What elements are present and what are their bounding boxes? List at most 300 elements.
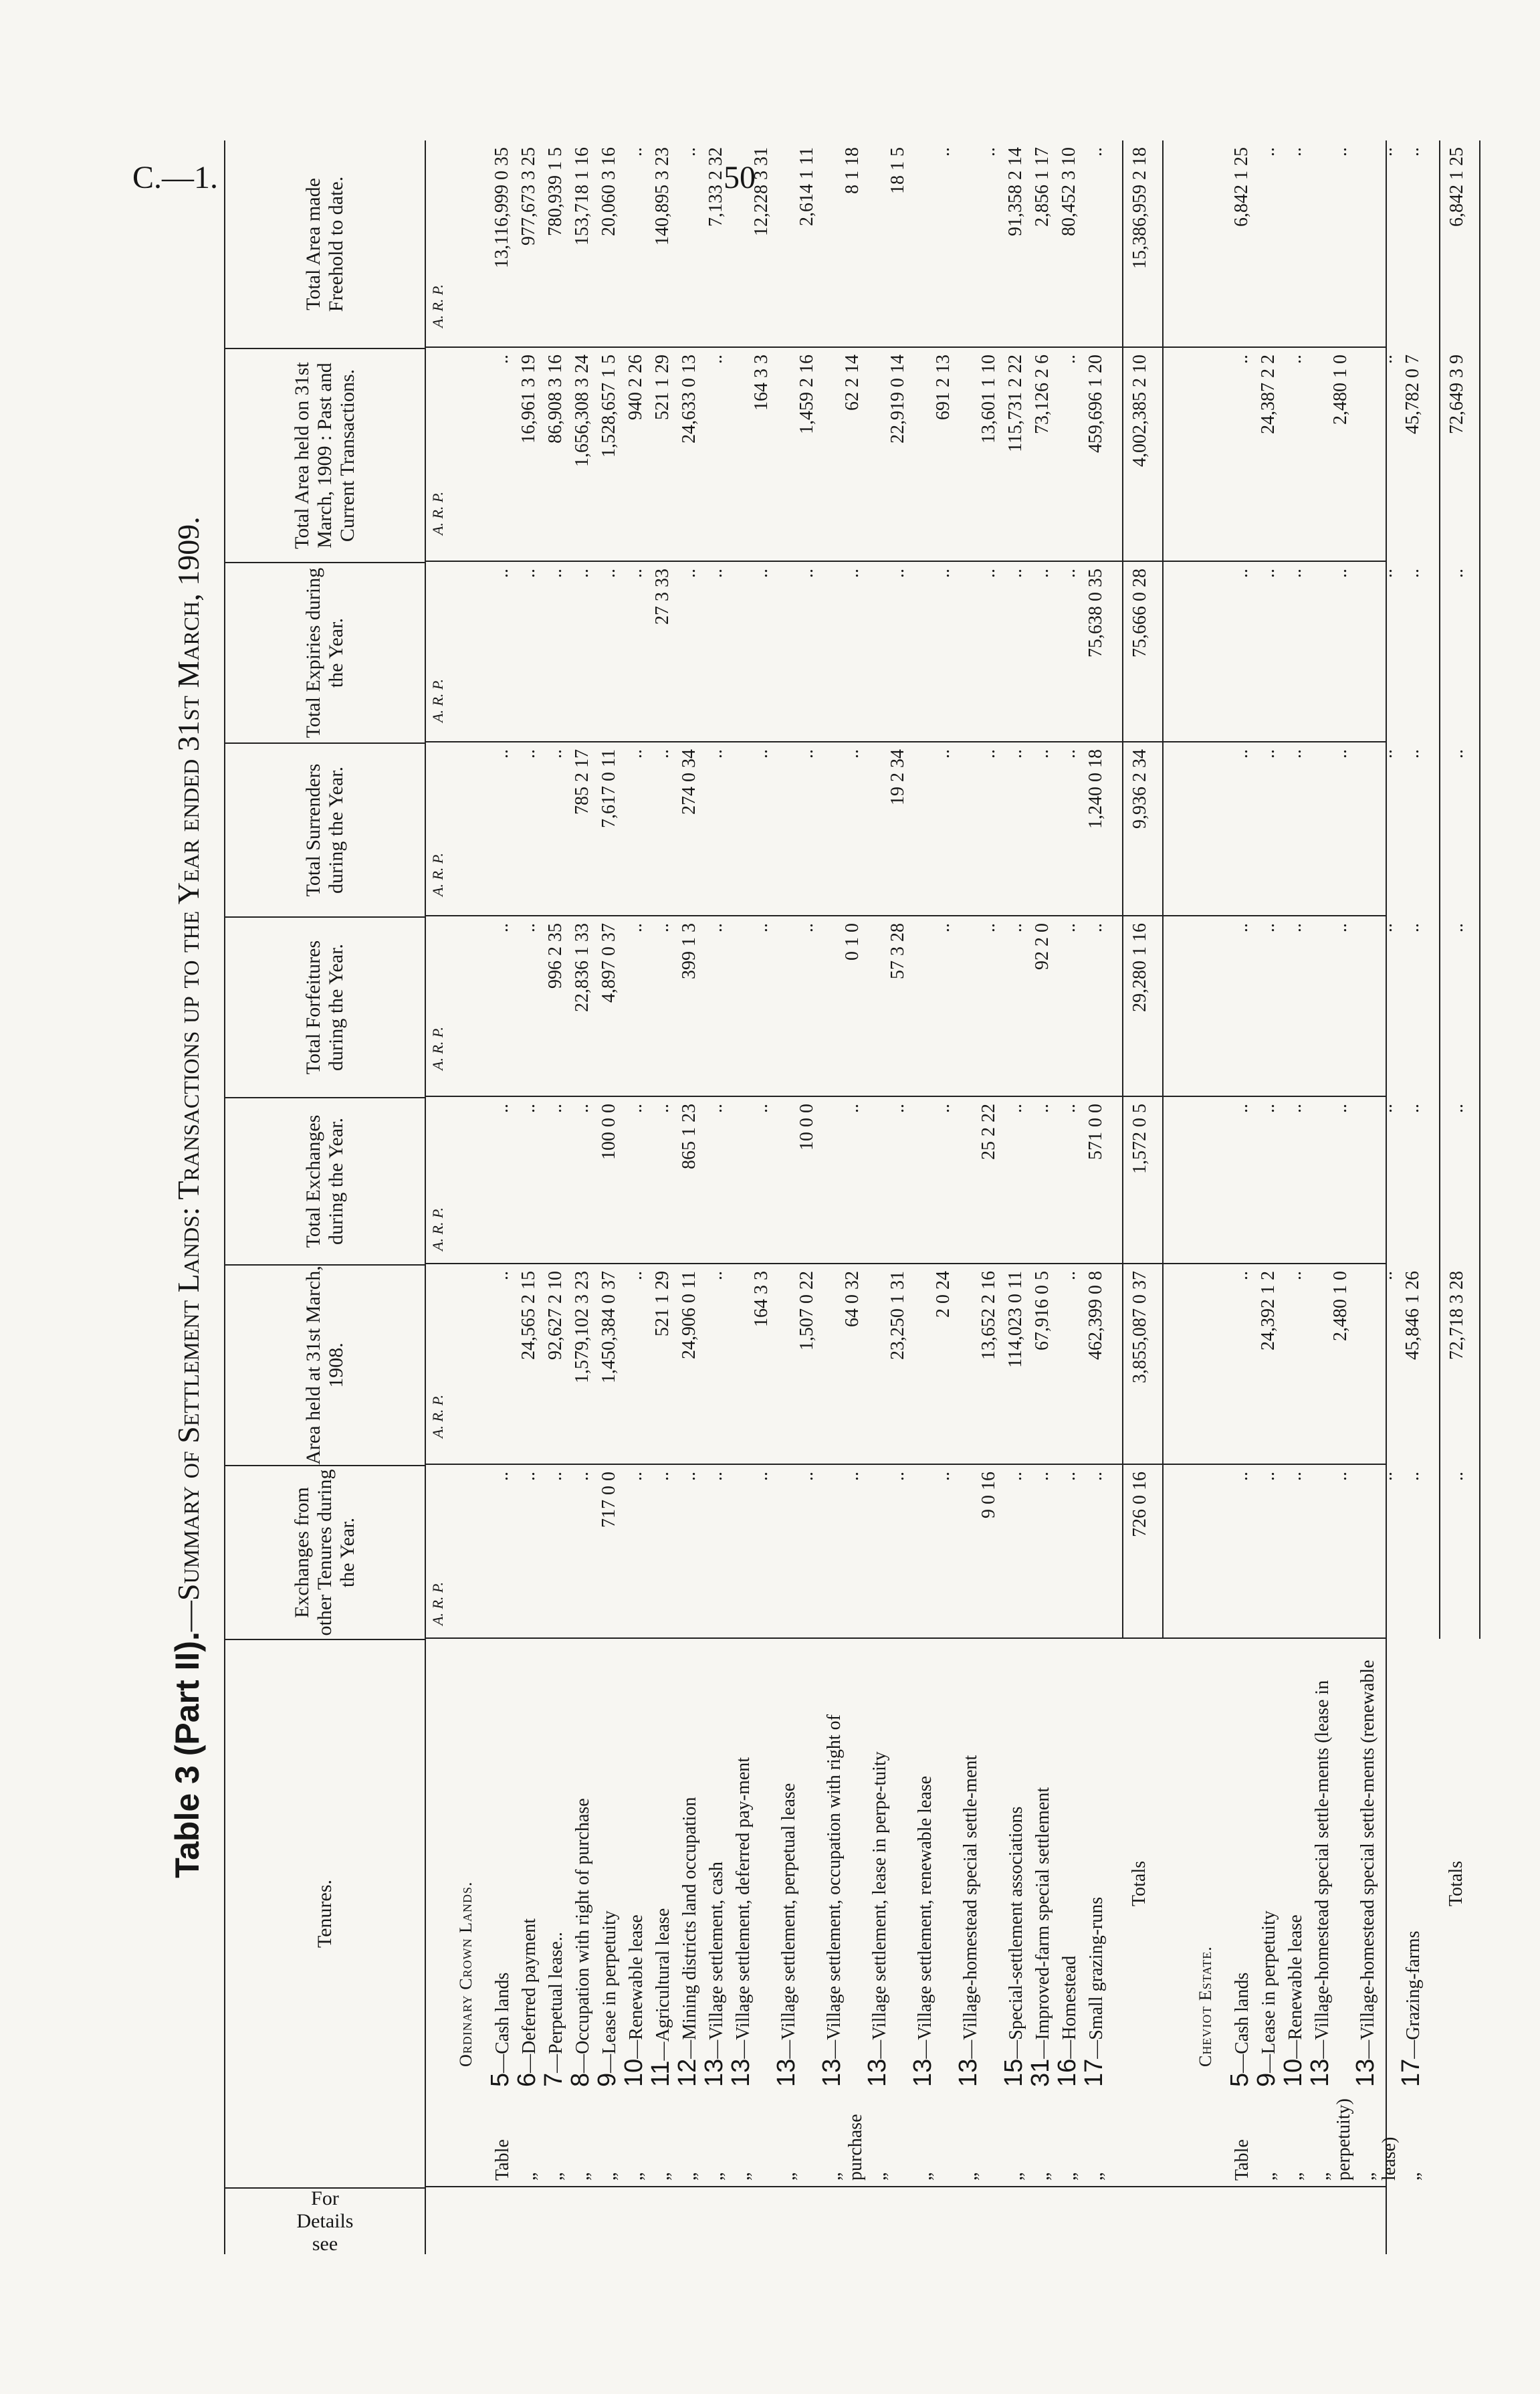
table-cell-c2: 45,846 1 26: [1402, 1271, 1423, 1360]
row-tenure: —Cash lands: [1232, 1972, 1252, 2073]
row-ref: „: [1403, 2172, 1424, 2181]
table-cell-c6: ..: [842, 569, 863, 578]
table-cell-c3: ..: [625, 1104, 646, 1113]
table-cell-c5: ..: [1032, 749, 1053, 759]
table-cell-c5: ..: [978, 749, 999, 759]
row-table-number: 9: [1252, 2072, 1281, 2087]
col-divider: [426, 1464, 1386, 1465]
table-cell-c3: ..: [1231, 1104, 1252, 1113]
row-tenure: —Lease in perpetuity: [1258, 1910, 1279, 2073]
table-cell-c1: ..: [679, 1472, 699, 1481]
table-cell-c7: 22,919 0 14: [887, 355, 908, 443]
table-row-label: [772, 1645, 800, 2181]
table-row-label: [540, 1645, 568, 2181]
row-ref: „: [915, 2172, 936, 2181]
col-divider: [426, 915, 1386, 916]
table-cell-c3: ..: [887, 1104, 908, 1113]
table-cell-c8: 2,856 1 17: [1032, 147, 1053, 227]
table-cell-c5: 785 2 17: [572, 749, 592, 815]
totals-cell-c1: ..: [1446, 1472, 1467, 1481]
col-divider: [426, 1096, 1386, 1097]
section-heading: Ordinary Crown Lands.: [456, 1881, 475, 2067]
totals-label: Totals: [1129, 1860, 1149, 1906]
table-cell-c1: ..: [887, 1472, 908, 1481]
unit-col5: A. R. P.: [429, 853, 446, 896]
row-ref: „: [1059, 2172, 1080, 2181]
table-cell-c4: ..: [1285, 923, 1305, 932]
totals-cell-c1: 726 0 16: [1129, 1472, 1150, 1537]
table-row-label: [1080, 1645, 1108, 2181]
table-cell-c5: ..: [796, 749, 817, 759]
table-cell-c6: ..: [518, 569, 539, 578]
table-cell-c8: 6,842 1 25: [1231, 147, 1252, 227]
table-cell-c3: ..: [1032, 1104, 1053, 1113]
col-divider: [426, 346, 1386, 348]
header-col3: [225, 1097, 426, 1264]
table-cell-c7: 45,782 0 7: [1402, 355, 1423, 434]
table-cell-c5: ..: [518, 749, 539, 759]
table-cell-c5: ..: [491, 749, 512, 759]
table-row-label: [593, 1645, 621, 2181]
row-ref: „: [824, 2172, 845, 2181]
table-cell-c4: ..: [1231, 923, 1252, 932]
col-divider: [426, 561, 1386, 562]
header-col8-text: Total Area made Freehold to date.: [302, 176, 347, 312]
table-cell-c2: 2 0 24: [933, 1271, 954, 1318]
row-table-number: 13: [1351, 2058, 1380, 2087]
table-cell-c1: ..: [1005, 1472, 1026, 1481]
rotated-table-region: [160, 140, 1467, 2255]
table-row-label: [700, 1645, 728, 2181]
table-cell-c4: ..: [1085, 923, 1106, 932]
table-cell-c2: ..: [705, 1271, 726, 1280]
table-cell-c4: ..: [978, 923, 999, 932]
row-ref: Table: [1232, 2139, 1252, 2181]
table-cell-c6: ..: [751, 569, 772, 578]
table-row-label: [1053, 1645, 1081, 2181]
table-cell-c6: ..: [1032, 569, 1053, 578]
table-cell-c4: ..: [796, 923, 817, 932]
table-cell-c1: ..: [1231, 1472, 1252, 1481]
row-ref: „: [1086, 2172, 1107, 2181]
table-row-label: [863, 1645, 891, 2181]
table-cell-c1: ..: [1032, 1472, 1053, 1481]
table-cell-c7: 1,528,657 1 5: [598, 355, 619, 458]
table-cell-c8: 977,673 3 25: [518, 147, 539, 245]
row-ref: „: [1032, 2172, 1053, 2181]
row-table-number: 5: [1226, 2072, 1254, 2087]
row-tenure: —Village-homestead special settle-ments (renewable lease): [1357, 1660, 1400, 2181]
row-tenure: —Grazing-farms: [1403, 1930, 1424, 2059]
table-cell-c3: ..: [491, 1104, 512, 1113]
table-label: Table 3 (Part II).: [169, 1631, 206, 1878]
row-ref: „: [599, 2172, 620, 2181]
table-cell-c5: ..: [1005, 749, 1026, 759]
row-tenure: —Occupation with right of purchase: [572, 1798, 593, 2073]
table-cell-c4: ..: [1402, 923, 1423, 932]
table-cell-c3: 25 2 22: [978, 1104, 999, 1160]
unit-col6: A. R. P.: [429, 679, 446, 722]
row-table-number: 12: [673, 2058, 701, 2087]
unit-col7: A. R. P.: [429, 492, 446, 535]
table-cell-c2: 2,480 1 0: [1330, 1271, 1351, 1341]
table-cell-c7: 940 2 26: [625, 355, 646, 420]
row-ref: „: [1258, 2172, 1279, 2181]
table-row-label: [1252, 1645, 1281, 2181]
row-tenure: —Village settlement, cash: [706, 1862, 727, 2059]
table-row-label: [620, 1645, 648, 2181]
table-title: Summary of Settlement Lands: Transactions up to the Year ended 31st March, 1909.: [171, 516, 205, 1601]
totals-cell-c3: 1,572 0 5: [1129, 1104, 1150, 1174]
table-cell-c6: ..: [491, 569, 512, 578]
table-cell-c2: ..: [1059, 1271, 1079, 1280]
table-cell-c4: 4,897 0 37: [598, 923, 619, 1003]
table-cell-c6: ..: [598, 569, 619, 578]
col-divider: [426, 1263, 1386, 1264]
table-cell-c1: ..: [1059, 1472, 1079, 1481]
table-cell-c6: ..: [1258, 569, 1279, 578]
header-col5: [225, 742, 426, 916]
table-cell-c8: 20,060 3 16: [598, 147, 619, 236]
row-table-number: 13: [1306, 2058, 1334, 2087]
table-cell-c7: 521 1 29: [652, 355, 673, 420]
table-cell-c8: 18 1 5: [887, 147, 908, 194]
table-cell-c4: ..: [705, 923, 726, 932]
table-cell-c2: 1,507 0 22: [796, 1271, 817, 1351]
table-cell-c6: ..: [679, 569, 699, 578]
row-table-number: 5: [486, 2072, 514, 2087]
table-cell-c6: ..: [625, 569, 646, 578]
table-cell-c2: 92,627 2 10: [545, 1271, 566, 1360]
table-cell-c3: ..: [1005, 1104, 1026, 1113]
table-cell-c4: 399 1 3: [679, 923, 699, 979]
row-ref: „: [778, 2172, 799, 2181]
table-row-label: [566, 1645, 594, 2181]
header-col2: [225, 1264, 426, 1465]
row-ref: „: [706, 2172, 727, 2181]
table-cell-c4: 996 2 35: [545, 923, 566, 989]
col-divider: [426, 1637, 1386, 1639]
table-cell-c2: ..: [625, 1271, 646, 1280]
table-row-label: [954, 1645, 982, 2181]
table-cell-c7: 1,459 2 16: [796, 355, 817, 434]
row-ref: „: [572, 2172, 593, 2181]
header-col1-text: Exchanges from other Tenures during the Year.: [291, 1469, 358, 1636]
unit-col3: A. R. P.: [429, 1207, 446, 1251]
totals-cell-c3: ..: [1446, 1104, 1467, 1113]
table-cell-c7: 24,633 0 13: [679, 355, 699, 443]
table-cell-c3: 865 1 23: [679, 1104, 699, 1169]
row-table-number: 13: [863, 2058, 891, 2087]
table-cell-c4: ..: [491, 923, 512, 932]
header-details: [225, 2187, 426, 2254]
row-table-number: 31: [1026, 2058, 1055, 2087]
totals-cell-c7: 72,649 3 9: [1446, 355, 1467, 434]
table-cell-c1: 717 0 0: [598, 1472, 619, 1528]
table-cell-c3: 571 0 0: [1085, 1104, 1106, 1160]
table-cell-c3: ..: [933, 1104, 954, 1113]
table-cell-c1: ..: [933, 1472, 954, 1481]
row-table-number: 17: [1397, 2058, 1425, 2087]
table-cell-c1: ..: [1376, 1472, 1396, 1481]
table-cell-c5: ..: [705, 749, 726, 759]
table-cell-c2: 24,392 1 2: [1258, 1271, 1279, 1351]
table-row-label: [1026, 1645, 1055, 2181]
table-cell-c8: ..: [933, 147, 954, 157]
row-tenure: —Homestead: [1059, 1955, 1080, 2059]
table-cell-c6: ..: [978, 569, 999, 578]
table-cell-c3: ..: [705, 1104, 726, 1113]
row-ref: „: [679, 2172, 700, 2181]
row-table-number: 7: [540, 2072, 568, 2087]
table-cell-c8: 91,358 2 14: [1005, 147, 1026, 236]
table-cell-c5: ..: [1330, 749, 1351, 759]
row-tenure: —Special-settlement associations: [1006, 1806, 1026, 2059]
header-col7-text: Total Area held on 31st March, 1909 : Past and Current Transactions.: [291, 362, 358, 549]
table-cell-c7: 1,656,308 3 24: [572, 355, 592, 467]
table-cell-c8: ..: [1376, 147, 1396, 157]
table-cell-c4: ..: [933, 923, 954, 932]
table-cell-c8: 140,895 3 23: [652, 147, 673, 245]
table-row-label: [647, 1645, 675, 2181]
row-tenure: —Cash lands: [492, 1972, 513, 2073]
table-cell-c4: ..: [1059, 923, 1079, 932]
table-cell-c8: ..: [978, 147, 999, 157]
table-cell-c1: 9 0 16: [978, 1472, 999, 1518]
table-cell-c1: ..: [1330, 1472, 1351, 1481]
table-cell-c8: ..: [1402, 147, 1423, 157]
table-cell-c2: 64 0 32: [842, 1271, 863, 1327]
row-tenure: —Agricultural lease: [653, 1908, 673, 2061]
table-cell-c8: ..: [679, 147, 699, 157]
table-cell-c3: ..: [1376, 1104, 1396, 1113]
table-cell-c2: 24,565 2 15: [518, 1271, 539, 1360]
row-tenure: —Renewable lease: [1285, 1914, 1306, 2059]
table-cell-c7: 86,908 3 16: [545, 355, 566, 443]
table-cell-c4: ..: [625, 923, 646, 932]
table-row-label: [818, 1645, 867, 2181]
table-row-label: [673, 1645, 701, 2181]
table-cell-c3: ..: [518, 1104, 539, 1113]
row-tenure: —Village settlement, renewable lease: [915, 1775, 936, 2059]
table-cell-c2: 67,916 0 5: [1032, 1271, 1053, 1351]
table-cell-c3: ..: [545, 1104, 566, 1113]
table-cell-c1: ..: [652, 1472, 673, 1481]
table-cell-c3: ..: [652, 1104, 673, 1113]
table-row-label: [1279, 1645, 1307, 2181]
table-cell-c1: ..: [1402, 1472, 1423, 1481]
table-cell-c5: 7,617 0 11: [598, 749, 619, 828]
row-table-number: 13: [772, 2058, 800, 2087]
table-cell-c3: ..: [751, 1104, 772, 1113]
table-cell-c7: 24,387 2 2: [1258, 355, 1279, 434]
totals-cell-c5: 9,936 2 34: [1129, 749, 1150, 829]
table-cell-c5: ..: [751, 749, 772, 759]
totals-rule: [1479, 140, 1480, 1639]
table-cell-c7: 13,601 1 10: [978, 355, 999, 443]
col-divider: [426, 741, 1386, 742]
row-ref: „: [653, 2172, 673, 2181]
section-heading: Cheviot Estate.: [1196, 1946, 1215, 2067]
table-cell-c4: 0 1 0: [842, 923, 863, 961]
row-ref: „: [869, 2172, 890, 2181]
table-cell-c2: ..: [491, 1271, 512, 1280]
settlement-table: [224, 140, 1467, 2255]
col-divider: [426, 2186, 1386, 2187]
table-row-label: [1306, 1645, 1355, 2181]
totals-cell-c5: ..: [1446, 749, 1467, 759]
table-cell-c7: ..: [491, 355, 512, 364]
row-tenure: —Village-homestead special settle-ment: [960, 1755, 981, 2059]
table-row-label: [1226, 1645, 1254, 2181]
table-cell-c5: ..: [1285, 749, 1305, 759]
header-col8: [225, 140, 426, 348]
table-cell-c4: ..: [518, 923, 539, 932]
table-cell-c7: ..: [1231, 355, 1252, 364]
table-cell-c4: ..: [1376, 923, 1396, 932]
table-cell-c6: 75,638 0 35: [1085, 569, 1106, 658]
row-table-number: 13: [909, 2058, 937, 2087]
table-cell-c5: ..: [842, 749, 863, 759]
table-cell-c1: ..: [518, 1472, 539, 1481]
totals-cell-c2: 3,855,087 0 37: [1129, 1271, 1150, 1383]
row-table-number: 8: [566, 2072, 594, 2087]
row-ref: „: [1006, 2172, 1026, 2181]
caption-dash: —: [171, 1601, 205, 1632]
row-table-number: 9: [593, 2072, 621, 2087]
row-table-number: 11: [647, 2060, 675, 2087]
table-cell-c8: ..: [625, 147, 646, 157]
table-cell-c2: 462,399 0 8: [1085, 1271, 1106, 1360]
table-cell-c2: ..: [1231, 1271, 1252, 1280]
table-cell-c1: ..: [1085, 1472, 1106, 1481]
table-row-label: [486, 1645, 514, 2181]
table-cell-c4: 57 3 28: [887, 923, 908, 979]
row-ref: „: [519, 2172, 540, 2181]
table-row-label: [513, 1645, 541, 2181]
table-cell-c8: 13,116,999 0 35: [491, 147, 512, 268]
row-table-number: 17: [1080, 2058, 1108, 2087]
row-tenure: —Lease in perpetuity: [599, 1910, 620, 2073]
totals-cell-c4: 29,280 1 16: [1129, 923, 1150, 1012]
table-row-label: [1000, 1645, 1028, 2181]
header-tenures-text: Tenures.: [314, 1879, 336, 1949]
table-cell-c8: ..: [1285, 147, 1305, 157]
table-cell-c7: ..: [1376, 355, 1396, 364]
table-cell-c5: ..: [933, 749, 954, 759]
table-cell-c3: ..: [1285, 1104, 1305, 1113]
row-ref: „: [1312, 2172, 1333, 2181]
table-cell-c7: 164 3 3: [751, 355, 772, 411]
table-cell-c2: 114,023 0 11: [1005, 1271, 1026, 1368]
totals-label: Totals: [1446, 1860, 1466, 1906]
header-col4-text: Total Forfeitures during the Year.: [302, 940, 347, 1075]
table-cell-c5: ..: [1231, 749, 1252, 759]
table-cell-c5: 1,240 0 18: [1085, 749, 1106, 829]
header-col6: [225, 562, 426, 742]
table-cell-c8: 8 1 18: [842, 147, 863, 194]
table-cell-c7: 691 2 13: [933, 355, 954, 420]
table-cell-c3: 100 0 0: [598, 1104, 619, 1160]
table-caption: [160, 140, 214, 2254]
table-cell-c7: ..: [1059, 355, 1079, 364]
table-cell-c5: ..: [1059, 749, 1079, 759]
table-cell-c6: ..: [705, 569, 726, 578]
totals-cell-c6: 75,666 0 28: [1129, 569, 1150, 658]
table-cell-c1: ..: [1285, 1472, 1305, 1481]
table-cell-c1: ..: [842, 1472, 863, 1481]
table-cell-c7: 16,961 3 19: [518, 355, 539, 443]
table-cell-c8: 780,939 1 5: [545, 147, 566, 236]
header-col3-text: Total Exchanges during the Year.: [302, 1114, 347, 1248]
header-col6-text: Total Expiries during the Year.: [302, 567, 347, 738]
table-cell-c4: ..: [751, 923, 772, 932]
table-cell-c2: 164 3 3: [751, 1271, 772, 1327]
table-cell-c4: ..: [1258, 923, 1279, 932]
table-cell-c6: ..: [1059, 569, 1079, 578]
row-tenure: —Village settlement, perpetual lease: [778, 1783, 799, 2059]
row-tenure: —Small grazing-runs: [1086, 1896, 1107, 2059]
table-cell-c6: ..: [1402, 569, 1423, 578]
table-cell-c1: ..: [796, 1472, 817, 1481]
table-cell-c4: 22,836 1 33: [572, 923, 592, 1012]
page-number: 50: [724, 160, 756, 195]
table-cell-c6: ..: [572, 569, 592, 578]
table-cell-c5: ..: [625, 749, 646, 759]
table-row-label: [727, 1645, 755, 2181]
table-cell-c4: ..: [1330, 923, 1351, 932]
row-tenure: —Deferred payment: [519, 1918, 540, 2073]
table-cell-c1: ..: [625, 1472, 646, 1481]
row-table-number: 15: [1000, 2058, 1028, 2087]
table-cell-c6: 27 3 33: [652, 569, 673, 625]
unit-col1: A. R. P.: [429, 1582, 446, 1625]
totals-cell-c7: 4,002,385 2 10: [1129, 355, 1150, 467]
totals-cell-c8: 15,386,959 2 18: [1129, 147, 1150, 269]
header-col4: [225, 916, 426, 1097]
row-table-number: 6: [513, 2072, 541, 2087]
table-cell-c2: 23,250 1 31: [887, 1271, 908, 1360]
table-cell-c3: ..: [1258, 1104, 1279, 1113]
row-table-number: 16: [1053, 2058, 1081, 2087]
table-cell-c8: 153,718 1 16: [572, 147, 592, 245]
row-table-number: 13: [818, 2058, 846, 2087]
page-code: C.—1.: [132, 160, 219, 195]
table-cell-c6: ..: [1330, 569, 1351, 578]
row-tenure: —Village-homestead special settle-ments (lease in perpetuity): [1312, 1680, 1354, 2181]
header-col1: [225, 1465, 426, 1639]
table-cell-c2: ..: [1285, 1271, 1305, 1280]
header-details-text: For Details see: [296, 2187, 354, 2255]
row-tenure: —Improved-farm special settlement: [1032, 1787, 1053, 2059]
table-cell-c8: 12,228 3 31: [751, 147, 772, 236]
row-tenure: —Village settlement, occupation with right of purchase: [824, 1714, 866, 2181]
table-cell-c2: 13,652 2 16: [978, 1271, 999, 1360]
row-ref: „: [960, 2172, 981, 2181]
row-tenure: —Renewable lease: [626, 1914, 647, 2059]
table-cell-c3: ..: [842, 1104, 863, 1113]
row-table-number: 13: [700, 2058, 728, 2087]
table-cell-c1: ..: [705, 1472, 726, 1481]
table-cell-c8: 2,614 1 11: [796, 147, 817, 226]
table-cell-c7: ..: [705, 355, 726, 364]
totals-cell-c8: 6,842 1 25: [1446, 147, 1467, 227]
header-col7: [225, 348, 426, 562]
table-cell-c6: ..: [1005, 569, 1026, 578]
table-cell-c7: 459,696 1 20: [1085, 355, 1106, 453]
table-cell-c3: ..: [1330, 1104, 1351, 1113]
totals-rule: [1122, 140, 1123, 1639]
